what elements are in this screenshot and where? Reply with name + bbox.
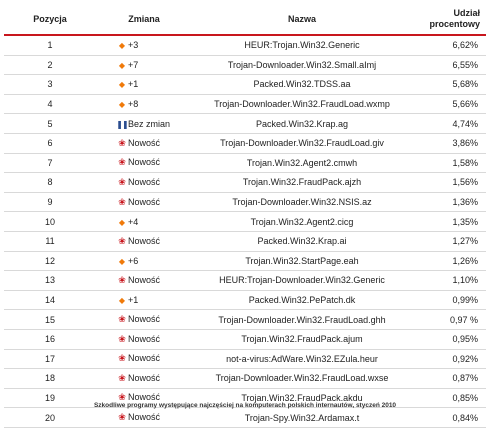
row-position: 8 <box>4 173 96 193</box>
table-row <box>4 55 486 75</box>
row-change <box>96 35 192 55</box>
row-position: 5 <box>4 114 96 134</box>
paw-new-icon: ❀ <box>118 235 126 246</box>
row-change-label: +6 <box>128 255 139 266</box>
table-header-row <box>4 4 486 35</box>
pause-bars-icon: ❚❚ <box>116 119 128 129</box>
table-row <box>4 349 486 369</box>
row-change <box>96 369 192 389</box>
row-position: 15 <box>4 310 96 330</box>
row-change <box>96 173 192 193</box>
row-malware-name: Trojan-Downloader.Win32.NSIS.az <box>192 192 412 212</box>
row-share: 0,95% <box>412 329 486 349</box>
row-malware-name: Trojan.Win32.FraudPack.akdu <box>192 388 412 408</box>
row-change-label: +7 <box>128 59 139 70</box>
row-change-label: Nowość <box>128 372 161 383</box>
row-change-label: +1 <box>128 79 139 90</box>
row-change-label: +8 <box>128 99 139 110</box>
diamond-up-icon: ◆ <box>118 217 126 227</box>
table-row <box>4 75 486 95</box>
row-change-label: Nowość <box>128 196 161 207</box>
row-change-label: Nowość <box>128 333 161 344</box>
row-change-label: Nowość <box>128 314 161 325</box>
table-row <box>4 94 486 114</box>
diamond-up-icon: ◆ <box>118 60 126 70</box>
table-row <box>4 153 486 173</box>
row-malware-name: Packed.Win32.Krap.ag <box>192 114 412 134</box>
row-share: 5,68% <box>412 75 486 95</box>
row-malware-name: HEUR:Trojan.Win32.Generic <box>192 35 412 55</box>
row-change-label: +4 <box>128 216 139 227</box>
row-change-label: Nowość <box>128 176 161 187</box>
row-malware-name: Packed.Win32.TDSS.aa <box>192 75 412 95</box>
row-share: 3,86% <box>412 133 486 153</box>
row-malware-name: Trojan.Win32.Agent2.cmwh <box>192 153 412 173</box>
row-position: 9 <box>4 192 96 212</box>
row-change <box>96 271 192 291</box>
row-share: 0,87% <box>412 369 486 389</box>
row-change-label: Nowość <box>128 274 161 285</box>
diamond-up-icon: ◆ <box>118 100 126 110</box>
row-share: 0,85% <box>412 388 486 408</box>
header-share-line1: Udział <box>453 8 480 18</box>
table-row <box>4 35 486 55</box>
row-position: 6 <box>4 133 96 153</box>
row-malware-name: Trojan-Downloader.Win32.FraudLoad.giv <box>192 133 412 153</box>
paw-new-icon: ❀ <box>118 196 126 207</box>
row-share: 0,99% <box>412 290 486 310</box>
paw-new-icon: ❀ <box>118 372 126 383</box>
row-share: 1,35% <box>412 212 486 232</box>
row-change <box>96 133 192 153</box>
table-row <box>4 271 486 291</box>
row-position: 10 <box>4 212 96 232</box>
row-change-label: Nowość <box>128 412 161 423</box>
row-malware-name: Packed.Win32.PePatch.dk <box>192 290 412 310</box>
row-position: 19 <box>4 388 96 408</box>
row-position: 7 <box>4 153 96 173</box>
row-malware-name: Trojan.Win32.FraudPack.ajum <box>192 329 412 349</box>
row-position: 2 <box>4 55 96 75</box>
row-position: 1 <box>4 35 96 55</box>
row-position: 3 <box>4 75 96 95</box>
row-change <box>96 231 192 251</box>
row-share: 1,36% <box>412 192 486 212</box>
row-malware-name: not-a-virus:AdWare.Win32.EZula.heur <box>192 349 412 369</box>
row-malware-name: Packed.Win32.Krap.ai <box>192 231 412 251</box>
table-body <box>4 35 486 427</box>
row-change <box>96 349 192 369</box>
row-change <box>96 94 192 114</box>
paw-new-icon: ❀ <box>118 353 126 364</box>
row-share: 4,74% <box>412 114 486 134</box>
row-malware-name: Trojan-Downloader.Win32.FraudLoad.ghh <box>192 310 412 330</box>
row-change-label: Nowość <box>128 157 161 168</box>
row-position: 12 <box>4 251 96 271</box>
malware-ranking-table <box>4 4 486 428</box>
row-malware-name: Trojan.Win32.FraudPack.ajzh <box>192 173 412 193</box>
table-row <box>4 133 486 153</box>
header-name: Nazwa <box>192 4 412 35</box>
row-change <box>96 290 192 310</box>
row-change <box>96 212 192 232</box>
row-malware-name: HEUR:Trojan-Downloader.Win32.Generic <box>192 271 412 291</box>
row-position: 11 <box>4 231 96 251</box>
row-share: 0,84% <box>412 408 486 428</box>
paw-new-icon: ❀ <box>118 314 126 325</box>
row-malware-name: Trojan.Win32.Agent2.cicg <box>192 212 412 232</box>
header-share-line2: procentowy <box>429 19 480 29</box>
diamond-up-icon: ◆ <box>118 296 126 306</box>
paw-new-icon: ❀ <box>118 333 126 344</box>
row-position: 17 <box>4 349 96 369</box>
paw-new-icon: ❀ <box>118 392 126 403</box>
row-change <box>96 251 192 271</box>
row-share: 6,55% <box>412 55 486 75</box>
header-change: Zmiana <box>96 4 192 35</box>
row-share: 1,10% <box>412 271 486 291</box>
row-share: 0,92% <box>412 349 486 369</box>
table-row <box>4 212 486 232</box>
row-change-label: Bez zmian <box>128 118 171 129</box>
row-share: 1,58% <box>412 153 486 173</box>
row-malware-name: Trojan-Downloader.Win32.FraudLoad.wxmp <box>192 94 412 114</box>
row-position: 18 <box>4 369 96 389</box>
row-change-label: Nowość <box>128 353 161 364</box>
row-share: 5,66% <box>412 94 486 114</box>
row-share: 1,27% <box>412 231 486 251</box>
header-position: Pozycja <box>4 4 96 35</box>
paw-new-icon: ❀ <box>118 274 126 285</box>
paw-new-icon: ❀ <box>118 157 126 168</box>
row-change <box>96 310 192 330</box>
paw-new-icon: ❀ <box>118 412 126 423</box>
row-change-label: +3 <box>128 40 139 51</box>
row-change-label: Nowość <box>128 235 161 246</box>
row-change <box>96 75 192 95</box>
table-row <box>4 173 486 193</box>
table-row <box>4 114 486 134</box>
header-share <box>412 4 486 35</box>
row-change-label: Nowość <box>128 137 161 148</box>
table-row <box>4 251 486 271</box>
row-position: 13 <box>4 271 96 291</box>
paw-new-icon: ❀ <box>118 137 126 148</box>
row-position: 4 <box>4 94 96 114</box>
table-caption: Szkodliwe programy występujące najczęściej na komputerach polskich internautów, styczeń 2010 <box>93 402 397 409</box>
row-change <box>96 114 192 134</box>
diamond-up-icon: ◆ <box>118 41 126 51</box>
row-change-label: Nowość <box>128 392 161 403</box>
row-malware-name: Trojan.Win32.StartPage.eah <box>192 251 412 271</box>
row-position: 14 <box>4 290 96 310</box>
diamond-up-icon: ◆ <box>118 80 126 90</box>
row-position: 16 <box>4 329 96 349</box>
row-change <box>96 329 192 349</box>
row-change <box>96 153 192 173</box>
row-malware-name: Trojan-Downloader.Win32.Small.aImj <box>192 55 412 75</box>
table-row <box>4 369 486 389</box>
table-row <box>4 290 486 310</box>
row-position: 20 <box>4 408 96 428</box>
row-share: 1,26% <box>412 251 486 271</box>
row-malware-name: Trojan-Spy.Win32.Ardamax.t <box>192 408 412 428</box>
table-row <box>4 329 486 349</box>
table-row <box>4 192 486 212</box>
row-change <box>96 55 192 75</box>
row-malware-name: Trojan-Downloader.Win32.FraudLoad.wxse <box>192 369 412 389</box>
row-share: 6,62% <box>412 35 486 55</box>
row-share: 1,56% <box>412 173 486 193</box>
row-change <box>96 192 192 212</box>
table-row <box>4 310 486 330</box>
table-row <box>4 231 486 251</box>
row-change-label: +1 <box>128 295 139 306</box>
diamond-up-icon: ◆ <box>118 256 126 266</box>
paw-new-icon: ❀ <box>118 176 126 187</box>
row-share: 0,97 % <box>412 310 486 330</box>
